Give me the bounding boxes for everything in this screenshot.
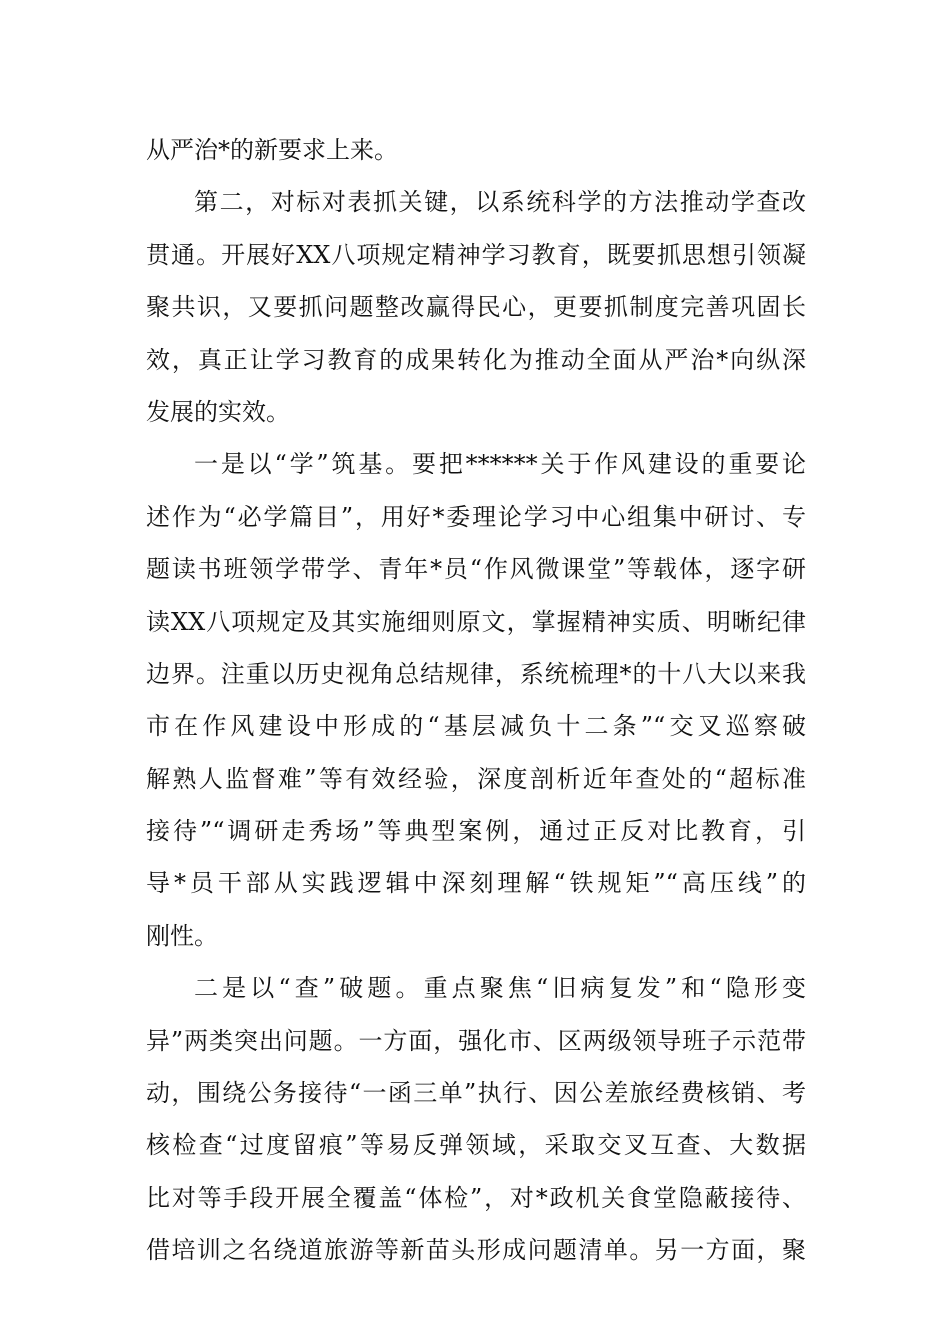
- text-line: 借培训之名绕道旅游等新苗头形成问题清单。另一方面，聚: [146, 1236, 806, 1265]
- text-line: 二是以“查”破题。重点聚焦“旧病复发”和“隐形变: [194, 974, 806, 1003]
- paragraph-inspect: [146, 962, 806, 1276]
- text-line: 从严治*的新要求上来。: [146, 136, 398, 164]
- text-line: 题读书班领学带学、青年*员“作风微课堂”等载体，逐字研: [146, 555, 806, 584]
- text-line: 第二，对标对表抓关键，以系统科学的方法推动学查改: [194, 188, 806, 217]
- text-line: 述作为“必学篇目”，用好*委理论学习中心组集中研讨、专: [146, 502, 806, 531]
- text-line: 接待”“调研走秀场”等典型案例，通过正反对比教育，引: [146, 817, 806, 846]
- text-line: 导*员干部从实践逻辑中深刻理解“铁规矩”“高压线”的: [146, 869, 806, 898]
- text-line: 动，围绕公务接待“一函三单”执行、因公差旅经费核销、考: [146, 1079, 806, 1108]
- text-line: 市在作风建设中形成的“基层减负十二条”“交叉巡察破: [146, 712, 806, 741]
- text-line: 解熟人监督难”等有效经验，深度剖析近年查处的“超标准: [146, 764, 806, 793]
- text-line: 核检查“过度留痕”等易反弹领域，采取交叉互查、大数据: [146, 1131, 806, 1160]
- text-line: 发展的实效。: [146, 397, 290, 426]
- text-line: 一是以“学”筑基。要把******关于作风建设的重要论: [194, 450, 806, 479]
- text-line: 聚共识，又要抓问题整改赢得民心，更要抓制度完善巩固长: [146, 293, 806, 322]
- paragraph-second-point: [146, 176, 806, 438]
- text-line: 比对等手段开展全覆盖“体检”，对*政机关食堂隐蔽接待、: [146, 1183, 806, 1212]
- text-line: 贯通。开展好XX八项规定精神学习教育，既要抓思想引领凝: [146, 240, 806, 269]
- paragraph-study: [146, 438, 806, 962]
- paragraph-continuation: [146, 124, 806, 176]
- document-body: [146, 124, 806, 1277]
- text-line: 读XX八项规定及其实施细则原文，掌握精神实质、明晰纪律: [146, 607, 806, 636]
- text-line: 异”两类突出问题。一方面，强化市、区两级领导班子示范带: [146, 1026, 806, 1055]
- text-line: 效，真正让学习教育的成果转化为推动全面从严治*向纵深: [146, 345, 806, 374]
- text-line: 边界。注重以历史视角总结规律，系统梳理*的十八大以来我: [146, 659, 806, 688]
- text-line: 刚性。: [146, 921, 218, 950]
